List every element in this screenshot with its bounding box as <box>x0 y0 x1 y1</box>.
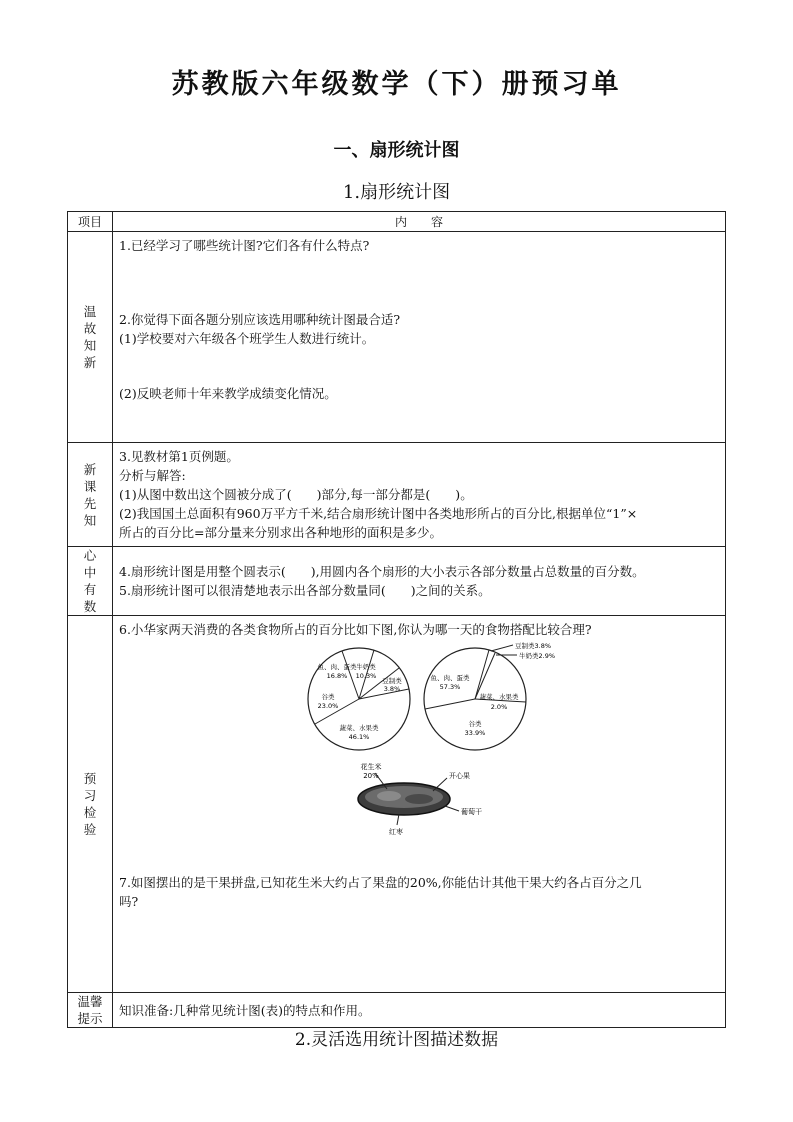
pie1-value-meat: 16.8% <box>326 672 348 680</box>
pie-chart-day-2 <box>424 641 555 750</box>
question-3-part-2-cont: 所占的百分比=部分量来分别求出各种地形的面积是多少。 <box>119 525 442 540</box>
tips-text: 知识准备:几种常见统计图(表)的特点和作用。 <box>119 1002 371 1018</box>
table-row <box>68 443 726 547</box>
question-2-part-1: (1)学校要对六年级各个班学生人数进行统计。 <box>119 331 375 346</box>
pie1-value-veg: 46.1% <box>348 733 370 741</box>
table-row <box>68 993 726 1028</box>
question-6: 6.小华家两天消费的各类食物所占的百分比如下图,你认为哪一天的食物搭配比较合理? <box>119 622 592 637</box>
question-4: 4.扇形统计图是用整个圆表示( ),用圆内各个扇形的大小表示各部分数量占总数量的百分数。 <box>119 564 645 579</box>
row-label-new-lesson: 新课先知 <box>83 461 97 528</box>
pie2-value-meat: 57.3% <box>439 683 461 691</box>
pie2-label-meat: 鱼、肉、蛋类 <box>430 674 470 682</box>
plate-label-peanut: 花生米 <box>360 763 382 771</box>
pie1-label-meat: 鱼、肉、蛋类 <box>317 663 357 671</box>
table-row <box>68 547 726 616</box>
pie2-label-veg: 蔬菜、水果类 <box>479 693 519 701</box>
pie1-value-bean: 3.8% <box>383 685 401 693</box>
header-item-cell: 项目 <box>68 212 113 232</box>
row-label-review: 温故知新 <box>83 304 97 370</box>
pie1-value-milk: 10.3% <box>355 672 377 680</box>
question-3-part-1: (1)从图中数出这个圆被分成了( )部分,每一部分都是( )。 <box>119 487 473 502</box>
question-2-part-2: (2)反映老师十年来教学成绩变化情况。 <box>119 386 337 401</box>
question-7-cont: 吗? <box>119 894 139 909</box>
pie1-label-grain: 谷类 <box>321 693 335 701</box>
row-label-check: 预习检验 <box>83 771 97 837</box>
subsection-heading-1: 1.扇形统计图 <box>342 182 451 203</box>
pie-chart-day-1 <box>308 648 410 750</box>
plate-label-pistachio: 开心果 <box>449 772 470 780</box>
pie1-label-milk: 牛奶类 <box>356 663 376 671</box>
analysis-heading: 分析与解答: <box>119 468 186 483</box>
plate-label-date: 红枣 <box>389 828 403 836</box>
question-3-part-2: (2)我国国土总面积有960万平方千米,结合扇形统计图中各类地形所占的百分比,根据单位“1”× <box>119 506 638 521</box>
table-row <box>68 232 726 443</box>
question-7: 7.如图摆出的是干果拼盘,已知花生米大约占了果盘的20%,你能估计其他干果大约各占百分之几 <box>119 875 642 890</box>
question-1: 1.已经学习了哪些统计图?它们各有什么特点? <box>119 238 370 253</box>
pie1-label-veg: 蔬菜、水果类 <box>339 724 379 732</box>
section-heading: 一、扇形统计图 <box>333 140 460 161</box>
row-label-tips: 温馨提示 <box>77 994 103 1026</box>
plate-label-raisin: 葡萄干 <box>461 808 482 816</box>
pie2-value-grain: 33.9% <box>464 729 486 737</box>
question-3: 3.见教材第1页例题。 <box>119 449 239 464</box>
table-row <box>68 616 726 993</box>
question-2: 2.你觉得下面各题分别应该选用哪种统计图最合适? <box>119 312 401 327</box>
table-header-row <box>68 212 726 232</box>
subsection-heading-2: 2.灵活选用统计图描述数据 <box>294 1030 499 1050</box>
row-label-know: 心中有数 <box>83 548 97 614</box>
preview-table <box>67 211 726 1028</box>
figures-area <box>119 639 719 839</box>
pie1-value-grain: 23.0% <box>317 702 339 710</box>
pie2-label-milk: 牛奶类2.9% <box>519 652 556 660</box>
pie2-value-veg: 2.0% <box>490 703 508 711</box>
food-pie-charts <box>119 639 719 839</box>
header-content-cell: 内 容 <box>113 212 726 232</box>
dried-fruit-plate <box>358 762 482 836</box>
pie2-label-bean: 豆制类3.8% <box>515 642 552 650</box>
page-title: 苏教版六年级数学（下）册预习单 <box>171 69 622 100</box>
question-5: 5.扇形统计图可以很清楚地表示出各部分数量同( )之间的关系。 <box>119 583 491 598</box>
plate-value-peanut: 20% <box>363 772 379 780</box>
pie1-label-bean: 豆制类 <box>382 677 402 685</box>
pie2-label-grain: 谷类 <box>468 720 482 728</box>
